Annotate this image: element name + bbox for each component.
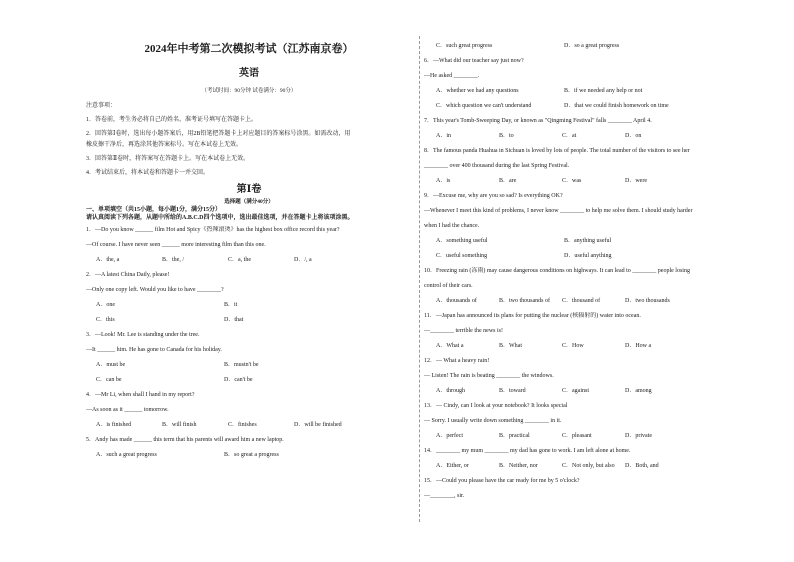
options-row (86, 421, 412, 429)
right-column (424, 36, 766, 500)
option: A．is (436, 178, 451, 184)
option: D．/, a (294, 257, 312, 263)
option: A．thousands of (436, 298, 477, 304)
option: C．can be (96, 377, 122, 383)
question-stem: 7．This year's Tomb-Sweeping Day, or known as "Qingming Festival" falls ________ April 4. (424, 118, 652, 124)
question-stem: 10．Freezing rain (冻雨) may cause dangerous conditions on highways. It can lead to ________ people losing (424, 268, 690, 274)
options-row (424, 177, 766, 185)
option: D．will be finished (294, 422, 342, 428)
options-row (424, 132, 766, 140)
option: A．one (96, 302, 115, 308)
question-stem: 2．—A latest China Daily, please! (86, 272, 170, 278)
options-row (424, 342, 766, 350)
options-row (86, 301, 412, 309)
exam-meta: （考试时间：90分钟 试卷满分：90分） (201, 88, 297, 94)
option: C．How (562, 343, 584, 349)
page-title: 2024年中考第二次模拟考试（江苏南京卷） (144, 43, 354, 55)
option: D．that (224, 317, 244, 323)
option: C．Not only, but also (562, 463, 615, 469)
question-stem: 13．— Cindy, can I look at your notebook? It looks special (424, 403, 568, 409)
notice-item: 3．回答第Ⅱ卷时，将答案写在答题卡上。写在本试卷上无效。 (86, 156, 250, 162)
option: D．among (625, 388, 652, 394)
option: C．a, the (228, 257, 251, 263)
question-stem: 9．—Excuse me, why are you so sad? Is everything OK? (424, 193, 563, 199)
notice-item: 1．答卷前，考生务必将自己的姓名、准考证号填写在答题卡上。 (86, 117, 258, 123)
option: C．at (562, 133, 577, 139)
option: B．will finish (162, 422, 197, 428)
question-stem: 4．—Mr Li, when shall I hand in my report? (86, 392, 195, 398)
options-row (424, 252, 766, 260)
option: C．this (96, 317, 115, 323)
option: A．in (436, 133, 452, 139)
options-row (86, 256, 412, 264)
option: B．it (224, 302, 238, 308)
option: C．thousand of (562, 298, 601, 304)
left-column (86, 36, 412, 459)
option: B．practical (499, 433, 530, 439)
options-row (86, 361, 412, 369)
option: D．so a great progress (564, 43, 620, 49)
question-stem: 12．— What a heavy rain! (424, 358, 490, 364)
question-stem: — Sorry. I usually write down something ________ in it. (424, 418, 562, 424)
question-stem: —________ terrible the news is! (424, 328, 503, 334)
notice-item: 4．考试结束后，将本试卷和答题卡一并交回。 (86, 170, 210, 176)
option: D．private (625, 433, 652, 439)
question-stem: 15．—Could you please have the car ready for me by 5 o'clock? (424, 478, 580, 484)
question-stem: 1．—Do you know ______ film Hot and Spicy《热辣滚烫》has the highest box office record this year? (86, 227, 340, 233)
option: D．useful anything (564, 253, 612, 259)
option: B．to (499, 133, 514, 139)
option: A．the, a (96, 257, 120, 263)
part-title: 一、单项填空（共15小题，每小题1分，满分15分） (86, 207, 222, 213)
option: A．is finished (96, 422, 132, 428)
question-stem: ________ over 400 thousand during the last Spring Festival. (424, 163, 570, 169)
options-row (86, 451, 412, 459)
option: A．Either, or (436, 463, 469, 469)
options-row (424, 297, 766, 305)
part-instructions: 请认真阅读下列各题，从题中所给的A.B.C.D四个选项中，选出最佳选项，并在答题卡上将该项涂黑。 (86, 215, 354, 221)
options-row (86, 316, 412, 324)
option: C．such great progress (436, 43, 493, 49)
selection-title: 选择题（满分40分） (224, 199, 274, 205)
option: A．through (436, 388, 465, 394)
question-stem: 5．Andy has made ______ this term that his parents will award him a new laptop. (86, 437, 284, 443)
option: B．What (499, 343, 522, 349)
option: D．two thousands (625, 298, 670, 304)
question-stem: 3．—Look! Mr. Lee is standing under the tree. (86, 332, 200, 338)
question-stem: control of their cars. (424, 283, 473, 289)
notice-item: 2．回答第Ⅰ卷时，选出每小题答案后，用2B铅笔把答题卡上对应题目的答案标号涂黑。如需改动，用 (86, 131, 351, 137)
option: C．which question we can't understand (436, 103, 532, 109)
option: B．if we needed any help or not (564, 88, 643, 94)
question-stem: —He asked ________. (424, 73, 480, 79)
option: C．useful something (436, 253, 488, 259)
question-stem: —As soon as it ______ tomorrow. (86, 407, 169, 413)
option: D．can't be (224, 377, 253, 383)
option: D．on (625, 133, 642, 139)
option: B．toward (499, 388, 526, 394)
option: B．Neither, nor (499, 463, 538, 469)
question-stem: —Of course. I have never seen ______ more interesting film than this one. (86, 242, 266, 248)
question-stem: — Listen! The rain is beating ________ the windows. (424, 373, 554, 379)
question-stem: 8．The famous panda Huahua in Sichuan is loved by lots of people. The total number of the visitors to see her (424, 148, 690, 154)
options-row (424, 87, 766, 95)
option: C．finishes (228, 422, 257, 428)
question-stem: 6．—What did our teacher say just now? (424, 58, 524, 64)
question-stem: —Whenever I meet this kind of problems, I never know ________ to help me solve them. I should study harder (424, 208, 693, 214)
question-stem: —________, sir. (424, 493, 465, 499)
options-row (86, 376, 412, 384)
option: A．What a (436, 343, 464, 349)
option: C．against (562, 388, 589, 394)
question-stem: —Only one copy left. Would you like to have ________? (86, 287, 224, 293)
option: D．were (625, 178, 647, 184)
notice-item: 橡皮擦干净后，再选涂其他答案标号。写在本试卷上无效。 (86, 142, 243, 148)
option: B．so great a progress (224, 452, 279, 458)
option: D．that we could finish homework on time (564, 103, 669, 109)
option: A．perfect (436, 433, 463, 439)
question-stem: 14．________ my mum ________ my dad has gone to work. I am left alone at home. (424, 448, 631, 454)
question-stem: —It ______ him. He has gone to Canada for his holiday. (86, 347, 222, 353)
volume-title: 第Ⅰ卷 (236, 184, 262, 195)
option: B．the, / (162, 257, 184, 263)
option: D．Both, and (625, 463, 659, 469)
option: A．must be (96, 362, 126, 368)
options-row (424, 42, 766, 50)
option: A．something useful (436, 238, 488, 244)
options-row (424, 387, 766, 395)
option: C．was (562, 178, 582, 184)
option: B．are (499, 178, 517, 184)
options-row (424, 432, 766, 440)
subject-title: 英语 (239, 68, 259, 79)
notice-heading: 注意事项： (86, 103, 117, 109)
options-row (424, 237, 766, 245)
question-stem: 11．—Japan has announced its plans for putting the nuclear (核辐射的) water into ocean. (424, 313, 641, 319)
column-divider (419, 36, 420, 522)
option: A．such a great progress (96, 452, 157, 458)
question-stem: when I had the chance. (424, 223, 480, 229)
option: B．anything useful (564, 238, 612, 244)
options-row (424, 102, 766, 110)
option: B．two thousands of (499, 298, 551, 304)
option: C．pleasant (562, 433, 592, 439)
options-row (424, 462, 766, 470)
option: D．How a (625, 343, 652, 349)
option: A．whether we had any questions (436, 88, 519, 94)
option: B．mustn't be (224, 362, 259, 368)
